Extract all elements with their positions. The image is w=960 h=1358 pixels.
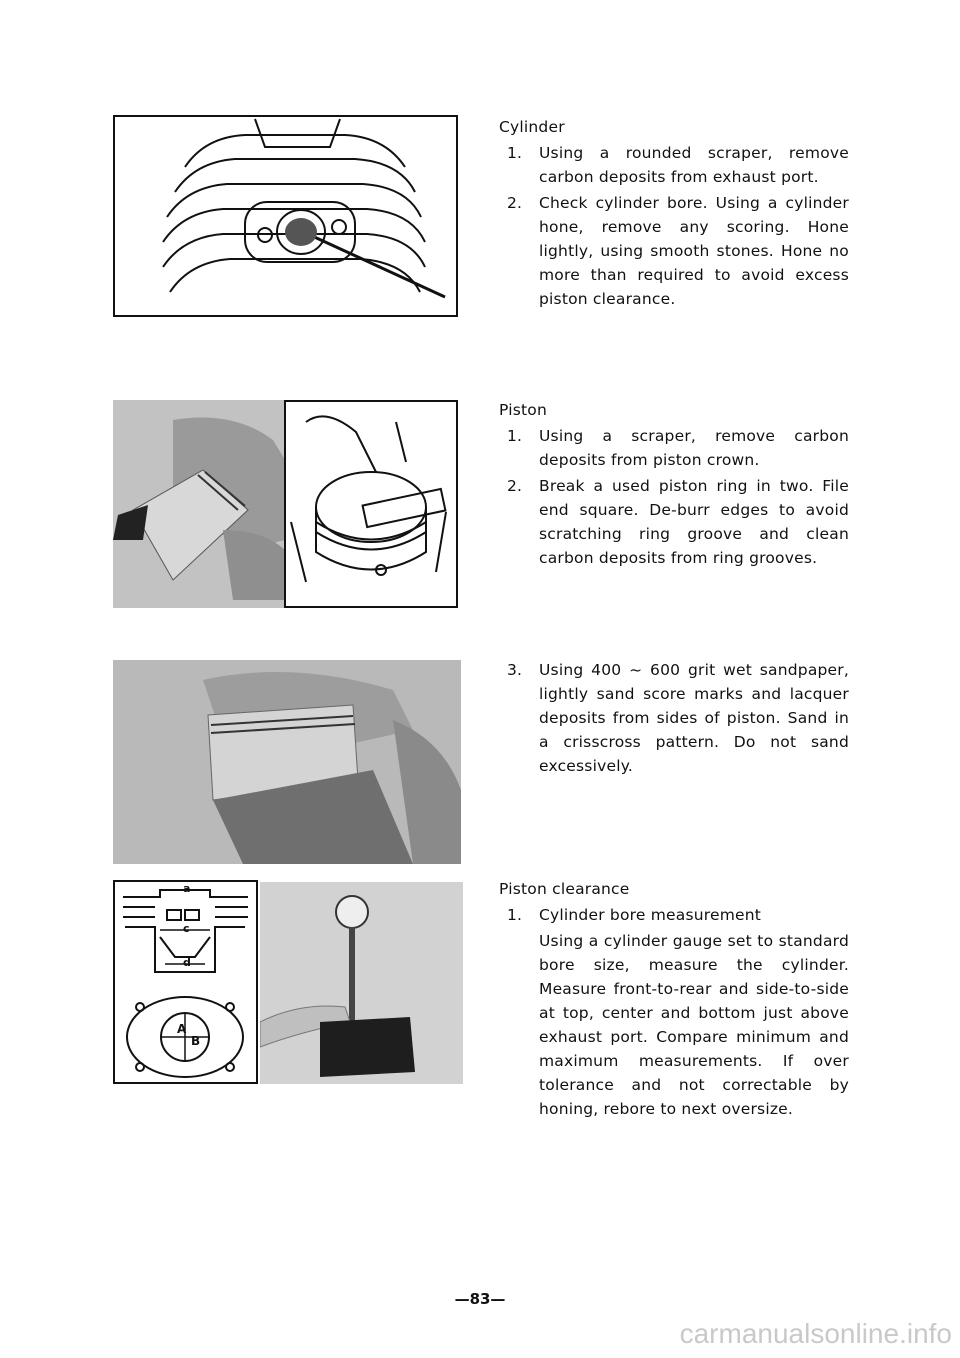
clearance-section [499,877,849,1121]
list-item [499,191,849,311]
list-item [499,424,849,472]
watermark: carmanualsonline.info [679,1318,952,1349]
clearance-paragraph: Using a cylinder gauge set to standard bore size, measure the cylinder. Measure front-to-rear and side-to-side at top, center and bottom just above exhaust port. Compare minimum and maximum measurements. If over tolerance and not correctable by honing, rebore to next oversize. [539,932,849,1118]
piston-scraping-illustration [284,400,458,608]
piston-heading: Piston [499,401,547,419]
item-text: Cylinder bore measurement [539,906,762,924]
item-number: 1. [507,427,523,445]
cylinder-section [499,115,849,311]
label-B: B [191,1034,201,1048]
clearance-heading: Piston clearance [499,880,630,898]
item-text: Break a used piston ring in two. File end square. De-burr edges to avoid scratching ring groove and clean carbon deposits from ring grooves. [539,477,849,567]
item-number: 2. [507,194,523,212]
list-item [499,658,849,778]
piston-section [499,398,849,570]
cylinder-heading: Cylinder [499,118,565,136]
bore-gauge-photo [260,882,463,1084]
sanding-section [499,656,849,778]
list-item [499,903,849,927]
item-number: 2. [507,477,523,495]
list-item [499,474,849,570]
label-c: c [183,922,190,935]
item-text: Using a rounded scraper, remove carbon deposits from exhaust port. [539,144,849,186]
item-number: 1. [507,906,523,924]
item-number: 3. [507,661,523,679]
label-d: d [183,956,191,969]
item-text: Using 400 ~ 600 grit wet sandpaper, lightly sand score marks and lacquer deposits from sides of piston. Sand in a crisscross pattern. Do not sand excessively. [539,661,849,775]
label-A: A [177,1022,187,1036]
item-number: 1. [507,144,523,162]
list-item [499,141,849,189]
item-text: Using a scraper, remove carbon deposits from piston crown. [539,427,849,469]
bore-measurement-diagram [113,880,258,1084]
page-number: —83— [454,1290,506,1308]
item-text: Check cylinder bore. Using a cylinder hone, remove any scoring. Hone lightly, using smooth stones. Hone no more than required to avoid excess piston clearance. [539,194,849,308]
piston-sanding-photo [113,660,461,864]
cylinder-scraper-illustration [113,115,458,317]
label-a: a [183,882,191,895]
piston-scraping-photo [113,400,285,608]
